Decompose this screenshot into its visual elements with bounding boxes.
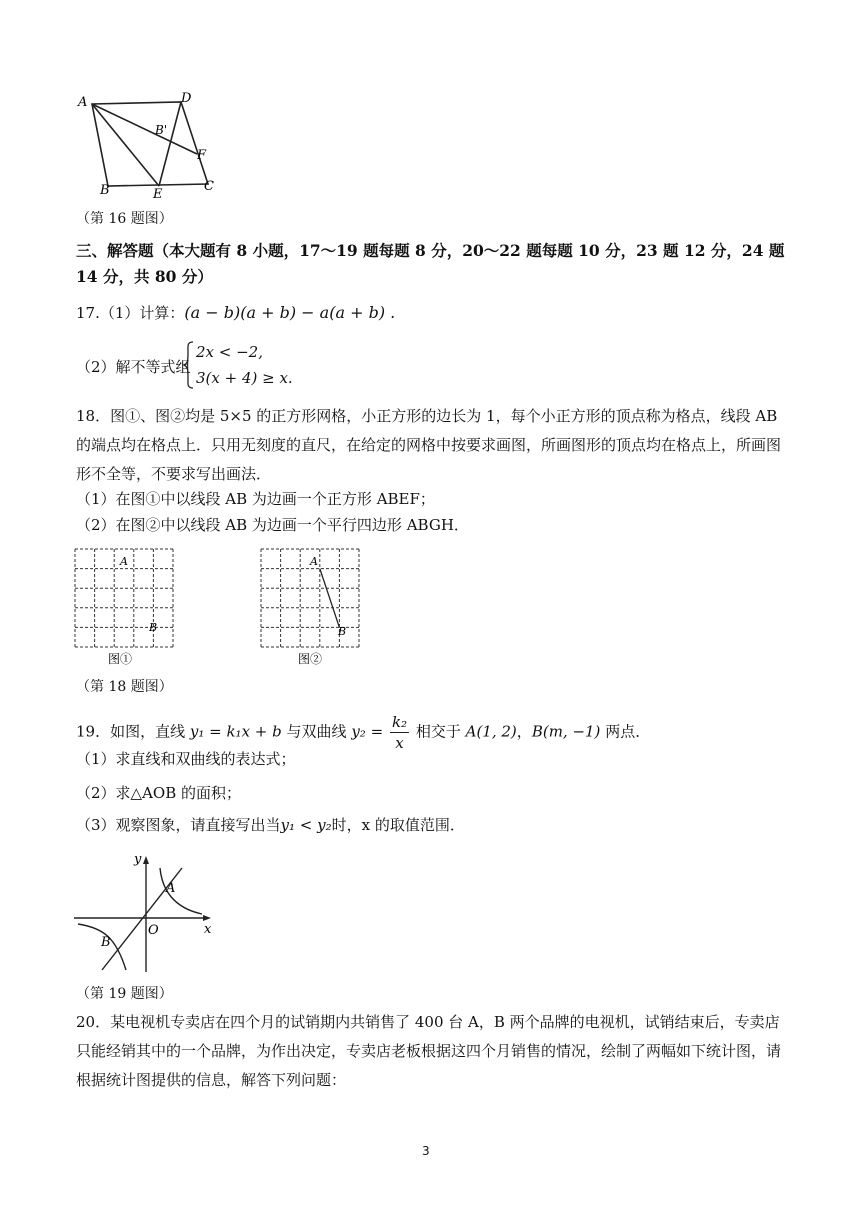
q19-part3-post: 时，x 的取值范围． xyxy=(331,816,465,834)
q19-frac-num: k₂ xyxy=(391,713,408,731)
grid-figure-2 xyxy=(258,546,364,668)
fig16-caption: （第 16 题图） xyxy=(76,211,173,227)
q19-point-a: A(1, 2) xyxy=(465,722,517,741)
page-number: 3 xyxy=(422,1144,430,1158)
q17-part1-prefix: 17.（1）计算： xyxy=(76,304,185,322)
fig16-label-c: C xyxy=(204,179,214,194)
q19-comma: ， xyxy=(516,722,532,741)
q20-stem: 20．某电视机专卖店在四个月的试销期内共销售了 400 台 A，B 两个品牌的电视机，试销结束后，专卖店只能经销其中的一个品牌，为作出决定，专卖店老板根据这四个月销售的情况，绘制了两幅如下统计图，请根据统计图提供的信息，解答下列问题： xyxy=(76,1013,782,1089)
grid-figure-1 xyxy=(72,546,178,668)
q19-prefix: 19．如图，直线 xyxy=(76,722,186,741)
fig16-label-e: E xyxy=(153,187,163,202)
q19-fraction xyxy=(390,712,409,753)
q19-mid: 与双曲线 xyxy=(286,722,347,741)
brace-icon xyxy=(182,340,196,390)
q18-part2: （2）在图②中以线段 AB 为边画一个平行四边形 ABGH． xyxy=(76,516,469,534)
q19-frac-den: x xyxy=(395,734,404,752)
fig16-label-b-prime: B' xyxy=(155,123,168,137)
q19-part3 xyxy=(76,814,465,836)
fig18-caption: （第 18 题图） xyxy=(76,679,173,695)
q17-part2-prefix: （2）解不等式组 xyxy=(76,358,191,376)
q19-point-b: B(m, −1) xyxy=(531,722,601,741)
fig16-label-a: A xyxy=(78,95,88,110)
q17-inequality-1: 2x < −2, xyxy=(196,343,263,361)
q19-end: 两点． xyxy=(605,722,651,741)
fig19-label-b: B xyxy=(101,935,111,950)
fig16-label-d: D xyxy=(181,91,192,106)
q18-stem: 18．图①、图②均是 5×5 的正方形网格，小正方形的边长为 1，每个小正方形的顶点称为格点，线段 AB 的端点均在格点上．只用无刻度的直尺，在给定的网格中按要求画图，所画图形的顶点均在格点上，所画图形不全等，不要求写出画法． xyxy=(76,407,782,483)
q19-part2: （2）求△AOB 的面积； xyxy=(76,784,242,802)
fig19-caption: （第 19 题图） xyxy=(76,986,173,1002)
grid2-label: 图② xyxy=(298,652,323,666)
fig16-label-f: F xyxy=(197,148,207,163)
q17-part1-expr: (a − b)(a + b) − a(a + b) . xyxy=(184,303,396,322)
fig19-label-o: O xyxy=(148,923,159,938)
q19-part3-pre: （3）观察图象，请直接写出当 xyxy=(76,816,281,834)
fig19-label-a: A xyxy=(166,881,176,896)
grid1-label: 图① xyxy=(108,652,133,666)
q18-part1: （1）在图①中以线段 AB 为边画一个正方形 ABEF； xyxy=(76,490,435,508)
section-3-heading: 三、解答题（本大题有 8 小题，17～19 题每题 8 分，20～22 题每题 10 分，23 题 12 分，24 题 14 分，共 80 分） xyxy=(76,241,785,286)
grid2-point-a: A xyxy=(310,555,318,568)
q17-part1 xyxy=(76,302,395,324)
fig19-label-x: x xyxy=(204,922,212,937)
q19-part1: （1）求直线和双曲线的表达式； xyxy=(76,750,296,768)
q19-hyper-lhs: y₂ = xyxy=(351,722,384,741)
q19-line-expr: y₁ = k₁x + b xyxy=(189,722,282,741)
q17-inequality-2: 3(x + 4) ≥ x. xyxy=(196,369,293,387)
grid1-point-b: B xyxy=(149,621,158,634)
figure-16 xyxy=(70,90,230,202)
q19-after: 相交于 xyxy=(415,722,461,741)
fig16-label-b: B xyxy=(100,183,110,198)
grid1-point-a: A xyxy=(120,555,128,568)
fig19-label-y: y xyxy=(134,852,142,867)
q19-part3-expr: y₁ < y₂ xyxy=(280,816,332,834)
grid2-point-b: B xyxy=(338,625,347,638)
figure-19-graph xyxy=(70,848,220,976)
